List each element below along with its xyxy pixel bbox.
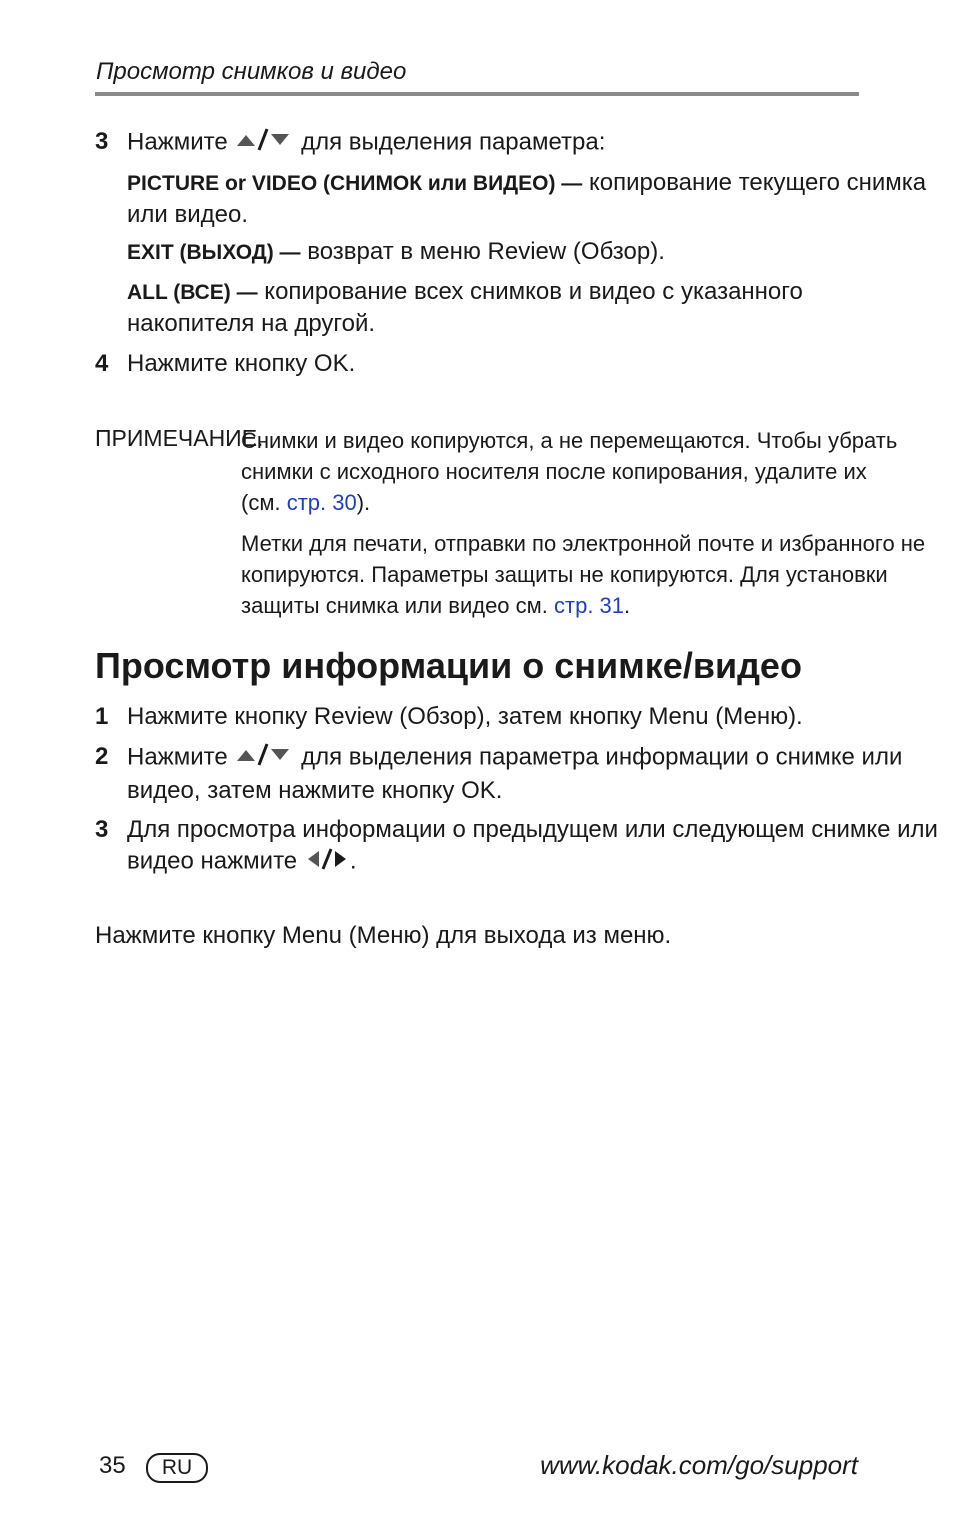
option-desc: копирование всех снимков и видео с указанного (257, 278, 803, 305)
language-badge: RU (146, 1453, 208, 1483)
option-desc-line2: накопителя на другой. (127, 310, 376, 337)
header-rule (95, 92, 859, 96)
section-title: Просмотр информации о снимке/видео (95, 645, 802, 686)
note-line: снимки с исходного носителя после копирования, удалите их (241, 459, 867, 484)
step-text-line2: видео, затем нажмите кнопку OK. (127, 777, 503, 804)
step-number: 2 (95, 743, 109, 770)
left-right-arrows-icon (304, 845, 350, 879)
exit-instruction: Нажмите кнопку Menu (Меню) для выхода из меню. (95, 922, 672, 949)
running-header: Просмотр снимков и видео (96, 58, 407, 85)
step-text-pre: видео нажмите (127, 847, 298, 875)
step-text: Нажмите кнопку OK. (127, 350, 356, 377)
step-text-post: для выделения параметра: (301, 128, 606, 156)
option-term: ALL (ВСЕ) — (127, 281, 258, 304)
note-line-post: ). (356, 490, 371, 515)
note-line-post: . (624, 593, 631, 618)
note-label: ПРИМЕЧАНИЕ. (95, 425, 264, 451)
up-down-arrows-icon (234, 741, 294, 775)
step-text-post: . (349, 847, 357, 875)
step-number: 4 (95, 350, 109, 377)
step-text: Для просмотра информации о предыдущем или следующем снимке или (127, 816, 938, 843)
step-text: Нажмите кнопку Review (Обзор), затем кнопку Menu (Меню). (127, 703, 803, 730)
note-paragraph-1 (241, 425, 897, 518)
step-number: 3 (95, 816, 109, 843)
option-desc: возврат в меню Review (Обзор). (300, 238, 665, 265)
note-paragraph-2 (241, 528, 925, 621)
note-line: Снимки и видео копируются, а не перемещаются. Чтобы убрать (241, 428, 898, 453)
page-link-30[interactable]: стр. 30 (286, 490, 357, 515)
step-text-pre: Нажмите (127, 743, 228, 771)
page-link-31[interactable]: стр. 31 (554, 593, 625, 618)
step-number: 3 (95, 128, 109, 155)
note-line: Метки для печати, отправки по электронной почте и избранного не (241, 531, 926, 556)
option-term: EXIT (ВЫХОД) — (127, 241, 301, 264)
option-all (127, 276, 803, 339)
option-desc: копирование текущего снимка (582, 169, 927, 196)
step-number: 1 (95, 703, 109, 730)
step-text-post: для выделения параметра информации о снимке или (301, 743, 903, 771)
option-desc-line2: или видео. (127, 201, 249, 228)
note-line: копируются. Параметры защиты не копируются. Для установки (241, 562, 888, 587)
option-exit (127, 236, 665, 268)
option-picture-video (127, 167, 926, 230)
up-down-arrows-icon (234, 126, 294, 160)
support-url[interactable]: www.kodak.com/go/support (540, 1450, 858, 1480)
option-term: PICTURE or VIDEO (СНИМОК или ВИДЕО) — (127, 172, 583, 195)
page-number: 35 (99, 1452, 126, 1479)
note-line-pre: (см. (241, 490, 287, 515)
step-text-pre: Нажмите (127, 128, 228, 156)
note-line-pre: защиты снимка или видео см. (241, 593, 555, 618)
